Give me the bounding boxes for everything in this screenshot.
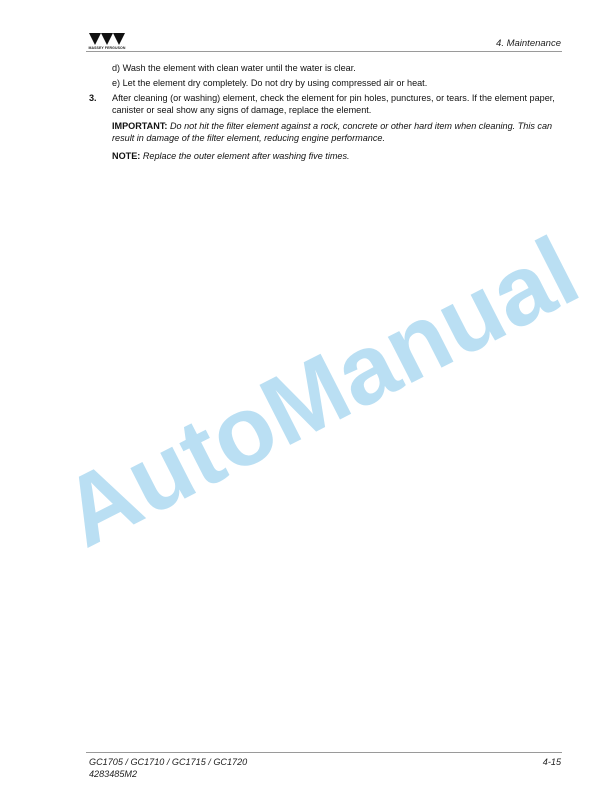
footer-page-number: 4-15 [542, 757, 561, 767]
page-content [89, 63, 563, 168]
step-number: 3. [89, 93, 97, 104]
important-label: IMPORTANT: [112, 121, 168, 132]
note [89, 151, 563, 163]
important-note [89, 121, 563, 144]
important-text: Do not hit the filter element against a rock, concrete or other hard item when cleaning. This can result in damage of the filter element, reducing engine performance. [112, 121, 553, 143]
note-label: NOTE: [112, 150, 141, 161]
sub-item-d: d) Wash the element with clean water until the water is clear. [112, 63, 356, 73]
footer-part-number: 4283485M2 [89, 768, 138, 779]
step-text: After cleaning (or washing) element, check the element for pin holes, punctures, or tears. If the element paper, canister or seal show any signs of damage, replace the element. [112, 93, 555, 115]
watermark: AutoManual [44, 215, 595, 568]
sub-item-e: e) Let the element dry completely. Do not dry by using compressed air or heat. [112, 77, 428, 88]
triple-triangle-logo-icon [87, 32, 127, 46]
step-3 [89, 93, 563, 116]
note-text: Replace the outer element after washing five times. [142, 150, 350, 161]
footer-divider [86, 752, 562, 753]
section-title: 4. Maintenance [496, 38, 561, 49]
brand-text: MASSEY FERGUSON [88, 46, 126, 50]
footer-left [89, 757, 247, 780]
footer-models: GC1705 / GC1710 / GC1715 / GC1720 [89, 757, 248, 767]
header-divider [86, 51, 562, 52]
